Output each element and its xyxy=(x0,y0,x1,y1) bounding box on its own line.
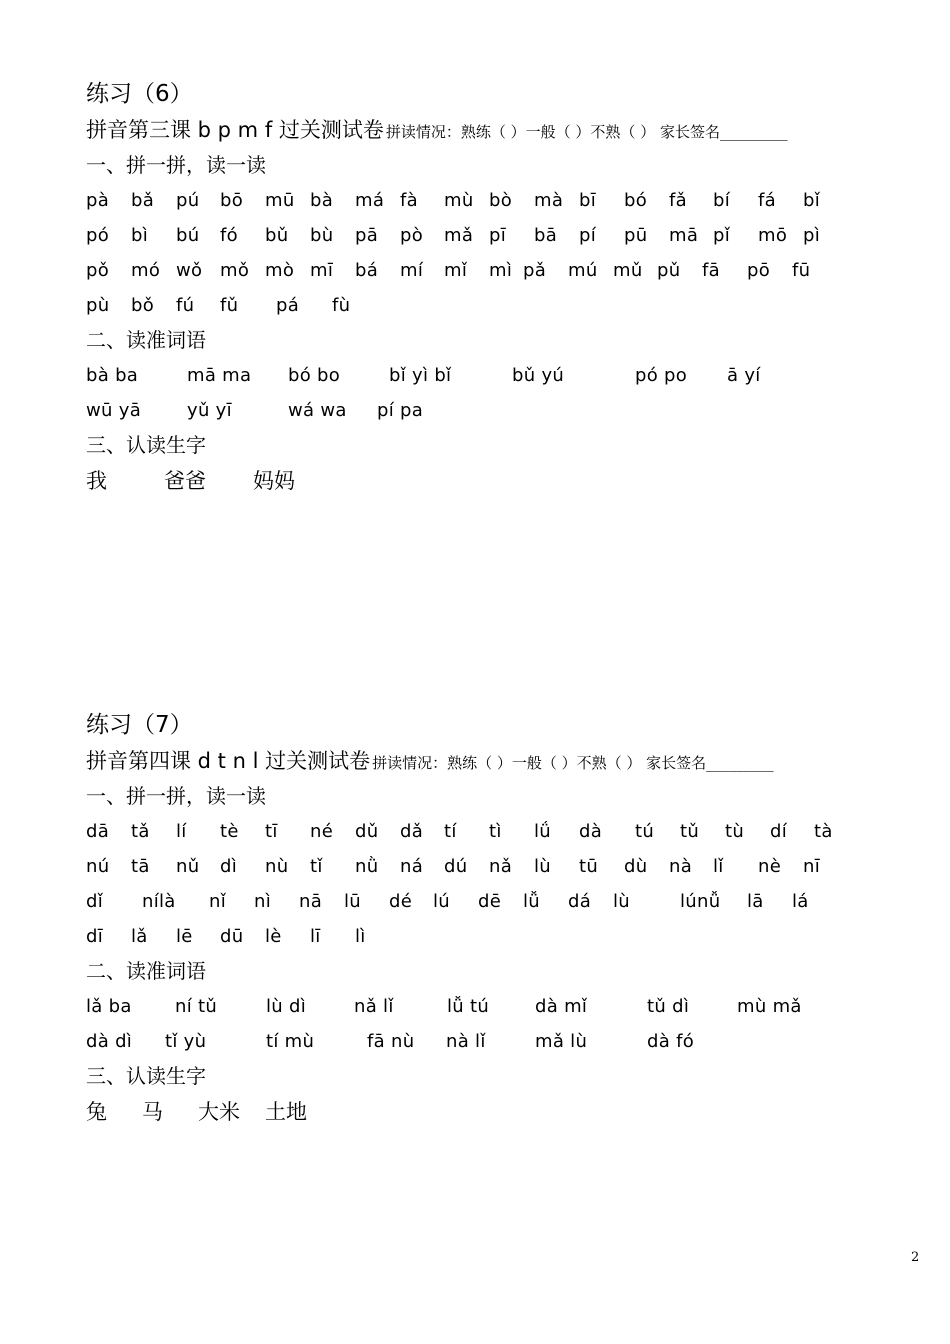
syllable: nǎ xyxy=(489,856,513,877)
syllable: nè xyxy=(758,856,782,877)
section-heading-characters: 三、认读生字 xyxy=(86,1064,206,1088)
test-title: 拼音第三课 b p m f 过关测试卷 xyxy=(86,118,384,142)
syllable: pò xyxy=(400,225,424,246)
syllable: mú xyxy=(568,260,598,281)
character: 我 xyxy=(86,469,107,493)
syllable-row xyxy=(86,183,906,218)
syllable: dǐ xyxy=(86,891,104,912)
word: dà dì xyxy=(86,1031,133,1052)
word: pó po xyxy=(635,365,688,386)
syllable: pǐ xyxy=(713,225,731,246)
word: fā nù xyxy=(367,1031,415,1052)
syllable: lǐ xyxy=(713,856,724,877)
syllable: dú xyxy=(444,856,468,877)
exercise-title: 练习（7） xyxy=(86,712,193,738)
syllable: nǔ xyxy=(176,856,200,877)
word: nà lǐ xyxy=(446,1031,486,1052)
exercise-6 xyxy=(86,76,906,499)
syllable: dǔ xyxy=(355,821,379,842)
section-heading-words: 二、读准词语 xyxy=(86,328,206,352)
syllable: nù xyxy=(265,856,289,877)
syllable: fā xyxy=(702,260,720,281)
word: pí pa xyxy=(377,400,424,421)
syllable: lù xyxy=(534,856,552,877)
syllable: mǐ xyxy=(444,260,468,281)
character: 妈妈 xyxy=(253,469,295,493)
syllable: fǔ xyxy=(220,295,239,316)
syllable: nǜ xyxy=(355,856,379,877)
syllable: lí xyxy=(176,821,187,842)
character: 爸爸 xyxy=(164,469,206,493)
syllable: tì xyxy=(489,821,502,842)
character: 兔 xyxy=(86,1100,107,1124)
syllable: nílà xyxy=(142,891,176,912)
syllable: bì xyxy=(131,225,149,246)
syllable: mí xyxy=(400,260,424,281)
syllable: lúnǚ xyxy=(680,891,721,912)
syllable: dá xyxy=(568,891,592,912)
page-number: 2 xyxy=(911,1250,920,1265)
word: tǐ yù xyxy=(165,1031,207,1052)
section-heading-pinyin: 一、拼一拼，读一读 xyxy=(86,153,266,177)
syllable: dā xyxy=(86,821,110,842)
syllable: tǎ xyxy=(131,821,150,842)
syllable: mǎ xyxy=(444,225,474,246)
test-header xyxy=(86,112,906,148)
syllable: mó xyxy=(131,260,161,281)
syllable: nì xyxy=(254,891,272,912)
syllable: fá xyxy=(758,190,776,211)
syllable: bí xyxy=(713,190,731,211)
syllable: lǎ xyxy=(131,926,148,947)
syllable: bǎ xyxy=(131,190,155,211)
syllable-row xyxy=(86,218,906,253)
syllable: mǔ xyxy=(613,260,643,281)
syllable: tí xyxy=(444,821,457,842)
syllable: lū xyxy=(344,891,362,912)
syllable: né xyxy=(310,821,334,842)
syllable: mì xyxy=(489,260,513,281)
syllable: lù xyxy=(613,891,631,912)
word-row xyxy=(86,1024,906,1059)
word: tǔ dì xyxy=(647,996,690,1017)
syllable: bǐ xyxy=(803,190,821,211)
syllable: dū xyxy=(220,926,244,947)
section-heading-pinyin: 一、拼一拼，读一读 xyxy=(86,784,266,808)
syllable: bǒ xyxy=(131,295,155,316)
syllable: tǔ xyxy=(680,821,700,842)
syllable: pǔ xyxy=(657,260,681,281)
syllable: dē xyxy=(478,891,502,912)
syllable: pǎ xyxy=(523,260,547,281)
syllable: nà xyxy=(669,856,693,877)
character: 大米 xyxy=(198,1100,240,1124)
reading-status-line: 拼读情况：熟练（ ）一般（ ）不熟（ ） 家长签名_________ xyxy=(385,123,788,141)
syllable: tù xyxy=(725,821,745,842)
syllable-row xyxy=(86,814,906,849)
word: tí mù xyxy=(266,1031,315,1052)
word: bà ba xyxy=(86,365,139,386)
character-row xyxy=(86,463,906,499)
syllable: bǔ xyxy=(265,225,289,246)
syllable: fà xyxy=(400,190,418,211)
word: lǚ tú xyxy=(447,996,490,1017)
syllable: fó xyxy=(220,225,238,246)
character-row xyxy=(86,1094,906,1130)
word: wū yā xyxy=(86,400,142,421)
syllable: tā xyxy=(131,856,150,877)
word: ā yí xyxy=(727,365,761,386)
word: mā ma xyxy=(187,365,252,386)
syllable: pī xyxy=(489,225,507,246)
syllable: fú xyxy=(176,295,195,316)
syllable: mō xyxy=(758,225,788,246)
syllable: lī xyxy=(310,926,321,947)
syllable: tú xyxy=(635,821,655,842)
syllable-row xyxy=(86,884,906,919)
syllable: tī xyxy=(265,821,278,842)
syllable: pù xyxy=(86,295,110,316)
syllable: lì xyxy=(355,926,366,947)
syllable: tū xyxy=(579,856,599,877)
syllable: lá xyxy=(792,891,809,912)
syllable: nú xyxy=(86,856,110,877)
word-row xyxy=(86,358,906,393)
syllable: mā xyxy=(669,225,699,246)
syllable: tǐ xyxy=(310,856,323,877)
character: 土地 xyxy=(265,1100,307,1124)
exercise-7 xyxy=(86,707,906,1130)
word: lǎ ba xyxy=(86,996,132,1017)
syllable: dé xyxy=(389,891,413,912)
syllable: lǘ xyxy=(534,821,552,842)
syllable: pú xyxy=(176,190,200,211)
syllable: tè xyxy=(220,821,239,842)
syllable: dí xyxy=(770,821,788,842)
syllable: lē xyxy=(176,926,193,947)
syllable-row xyxy=(86,288,906,323)
word: mǎ lù xyxy=(535,1031,588,1052)
syllable: lú xyxy=(433,891,451,912)
exercise-title: 练习（6） xyxy=(86,81,193,107)
word: bǐ yì bǐ xyxy=(389,365,452,386)
syllable: fǎ xyxy=(669,190,687,211)
syllable: mǒ xyxy=(220,260,250,281)
syllable: nǐ xyxy=(209,891,227,912)
word: mù mǎ xyxy=(737,996,802,1017)
syllable: tà xyxy=(814,821,833,842)
syllable: nī xyxy=(803,856,821,877)
character: 马 xyxy=(142,1100,163,1124)
word: ní tǔ xyxy=(175,996,218,1017)
syllable: bò xyxy=(489,190,513,211)
syllable: dù xyxy=(624,856,648,877)
word: bǔ yú xyxy=(512,365,565,386)
syllable: mò xyxy=(265,260,295,281)
syllable: pū xyxy=(624,225,648,246)
syllable: pō xyxy=(747,260,771,281)
syllable: dì xyxy=(220,856,238,877)
syllable: lǚ xyxy=(523,891,541,912)
syllable: pā xyxy=(355,225,379,246)
word: nǎ lǐ xyxy=(354,996,394,1017)
syllable: bù xyxy=(310,225,334,246)
test-title: 拼音第四课 d t n l 过关测试卷 xyxy=(86,749,371,773)
word: dà fó xyxy=(647,1031,695,1052)
syllable: pá xyxy=(276,295,300,316)
syllable: ná xyxy=(400,856,424,877)
syllable: mī xyxy=(310,260,334,281)
word: yǔ yī xyxy=(187,400,232,421)
section-heading-words: 二、读准词语 xyxy=(86,959,206,983)
syllable-row xyxy=(86,253,906,288)
syllable: bī xyxy=(579,190,597,211)
syllable: fū xyxy=(792,260,811,281)
syllable: má xyxy=(355,190,385,211)
syllable: bā xyxy=(534,225,558,246)
section-heading-characters: 三、认读生字 xyxy=(86,433,206,457)
syllable: fù xyxy=(332,295,351,316)
syllable: wǒ xyxy=(176,260,203,281)
word: wá wa xyxy=(288,400,347,421)
syllable: pó xyxy=(86,225,110,246)
syllable-row xyxy=(86,919,906,954)
word: dà mǐ xyxy=(535,996,588,1017)
word-row xyxy=(86,989,906,1024)
syllable: bō xyxy=(220,190,244,211)
word: lù dì xyxy=(266,996,307,1017)
syllable: pì xyxy=(803,225,821,246)
syllable: dà xyxy=(579,821,603,842)
syllable: pà xyxy=(86,190,110,211)
test-header xyxy=(86,743,906,779)
syllable: bá xyxy=(355,260,379,281)
syllable: dī xyxy=(86,926,104,947)
syllable: mū xyxy=(265,190,295,211)
syllable: bú xyxy=(176,225,200,246)
syllable: bà xyxy=(310,190,334,211)
syllable: lā xyxy=(747,891,764,912)
syllable: dǎ xyxy=(400,821,424,842)
syllable: mà xyxy=(534,190,564,211)
syllable: pǒ xyxy=(86,260,110,281)
word: bó bo xyxy=(288,365,341,386)
syllable: nā xyxy=(299,891,323,912)
reading-status-line: 拼读情况：熟练（ ）一般（ ）不熟（ ） 家长签名_________ xyxy=(372,754,774,772)
syllable: lè xyxy=(265,926,282,947)
word-row xyxy=(86,393,906,428)
syllable-row xyxy=(86,849,906,884)
syllable: mù xyxy=(444,190,474,211)
syllable: pí xyxy=(579,225,597,246)
syllable: bó xyxy=(624,190,648,211)
